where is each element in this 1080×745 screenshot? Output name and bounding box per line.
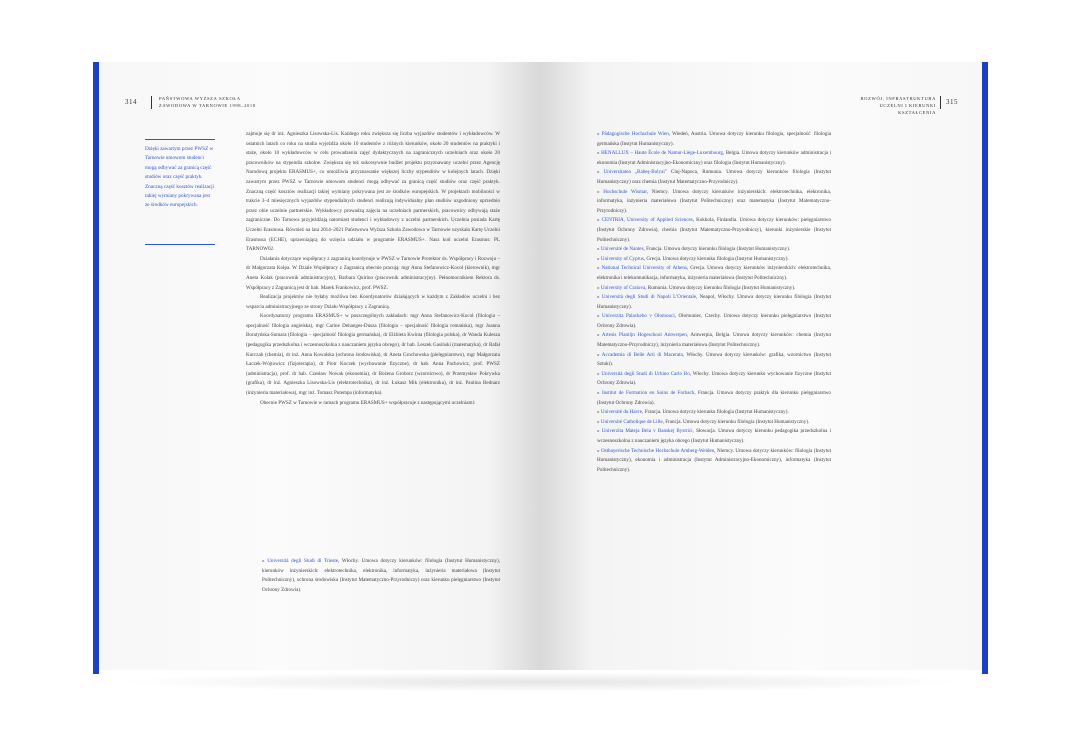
partner-name: Hochschule Wismar <box>603 188 647 195</box>
partner-name: University of Cyprus <box>600 255 644 262</box>
paragraph: Działania dotyczące współpracy z zagranicą koordynuje w PWSZ w Tarnowie Prorektor ds. Współpracy i Rozwoju – dr Małgorzata Kołpa. W Dziale Współpracy z Zagranicą obecnie pracują: mgr Anna Stefanowicz-Kocoł (kierownik), mgr Aneta Kolak (pracownik administracyjny), Barbara Quirino (pracownik administracyjny). Pełnomocnikiem Rektora ds. Współpracy z Zagranicą jest dr hab. Marek Frankowicz, prof. PWSZ. <box>246 255 500 291</box>
partner-entry: » Université Catholique de Lille, Francja. Umowa dotyczy kierunku filologia (Instytut Humanistyczny). <box>597 418 810 425</box>
right-running-head-line-2: UCZELNI I KIERUNKI KSZTAŁCENIA <box>879 103 936 115</box>
sidenote: Dzięki zawartym przez PWSZ w Tarnowie umowom studenci mogą odbywać za granicą część studiów oraz część praktyk. Znaczną część kosztów realizacji takiej wymiany pokrywana jest ze środków europejskich. <box>145 146 214 209</box>
partner-details: , Wiedeń, Austria. Umowa dotyczy kierunku filologia, specjalność: filologia germańska (Instytut Humanistyczny). <box>597 131 831 147</box>
partner-name: Université du Havre <box>600 409 643 416</box>
partner-name: CENTRIA, University of Applied Sciences <box>601 217 693 224</box>
partner-details: , Niemcy. Umowa dotyczy kierunków inżynierskich: elektrotechnika, elektronika, informatyka, inżynieria materiałowa (Instytut Politechniczny) oraz matematyka (Instytut Matematyczno-Przyrodniczy). <box>597 188 831 214</box>
partner-details: , Francja. Umowa dotyczy praktyk dla kierunku pielęgniarstwo (Instytut Ochrony Zdrowia). <box>597 390 831 406</box>
partner-entry: » Artesis Plantijn Hogeschool Antwerpen, Antwerpia, Belgia. Umowa dotyczy kierunków: chemia (Instytut Matematyczno-Przyrodniczy), inżynieria materiałowa (Instytut Politechniczny). <box>597 332 831 349</box>
partner-name: Accademia di Belle Arti di Macerata <box>601 351 683 358</box>
book-shadow <box>110 672 970 692</box>
paragraph: Realizacja projektów nie byłaby możliwa bez Koordynatorów działających w każdym z Zakładów uczelni i bez wsparcia administracyjnego ze strony Działu Współpracy z Zagranicą. <box>246 294 500 310</box>
right-header-divider <box>940 96 941 109</box>
partner-entry: » Università degli Studi di Napoli L'Orientale, Neapol, Włochy. Umowa dotyczy kierunku filologia (Instytut Humanistyczny). <box>597 294 831 310</box>
partner-name: Université de Nantes <box>600 246 644 253</box>
partner-details: , Niemcy. Umowa dotyczy kierunków: filologia (Instytut Humanistyczny), ekonomia i administracja (Instytut Administracyjno-Ekonomiczny), informatyka (Instytut Politechniczny). <box>597 447 831 473</box>
left-body-text <box>246 130 500 408</box>
partner-details: , Włochy. Umowa dotyczy kierunków: grafika, wzornictwo (Instytut Sztuki). <box>597 351 831 368</box>
partner-name: Université Catholique de Lille <box>600 418 663 425</box>
partner-details: , Francja. Umowa dotyczy kierunku filologia (Instytut Humanistyczny). <box>642 409 789 416</box>
partner-details: , Grecja. Umowa dotyczy kierunku filologia (Instytut Humanistyczny). <box>643 255 789 262</box>
partner-entry: » Univerzita Mateja Bela v Banskej Bystrici, Słowacja. Umowa dotyczy kierunku pedagogika przedszkolna i wczesnoszkolna z nauczaniem języka obcego (Instytut Humanistyczny). <box>597 428 831 444</box>
partner-entry: » Hochschule Wismar, Niemcy. Umowa dotyczy kierunków inżynierskich: elektrotechnika, elektronika, informatyka, inżynieria materiałowa (Instytut Politechniczny) oraz matematyka (Instytut Matematyczno-Przyrodniczy). <box>597 188 831 214</box>
paragraph: zajmuje się dr inż. Agnieszka Lisowska-Lis. Każdego roku zwiększa się liczba wyjazdów studentów i wykładowców. W ostatnich latach co roku na studia wyjeżdża około 10 studentów z różnych kierunków, około 20 studentów na praktyki i staże, około 10 wykładowców w celu prowadzenia zajęć dydaktycznych na zagranicznych uczelniach oraz około 20 pracowników na stypendia szkolne. Zwiększa się też sukcesywnie budżet projektu przyznawany uczelni przez Agencję Narodową projektu ERASMUS+, co umożliwia przyznawanie większej liczby stypendiów w kolejnych latach. Dzięki zawartym przez PWSZ w Tarnowie umowom studenci mogą odbywać za granicą część studiów oraz część praktyk. Znaczną część kosztów realizacji takiej wymiany pokrywana jest ze środków europejskich. W projektach mobilności w trakcie 3–4 miesięcznych wyjazdów stypendialnych studenci realizują indywidualny plan studiów uzgodniony uprzednio przez obie uczelnie partnerskie. Wykładowcy prowadzą zajęcia na uczelniach partnerskich, pracownicy odbywają staże zagraniczne. Do Tarnowa przyjeżdżają natomiast studenci i wykładowcy z uczelni partnerskich. Uczelnia posiada Kartę Uczelni Erasmusa. Również na lata 2014–2021 Państwowa Wyższa Szkoła Zawodowa w Tarnowie uzyskała Kartę Uczelni Erasmusa (ECHE), uprawniającą do wzięcia udziału w programie ERASMUS+. Nasz kod uczelni Erasmus: PL TARNOW02. <box>246 131 500 253</box>
partner-details: , Włochy. Umowa dotyczy kierunku wychowanie fizyczne (Instytut Ochrony Zdrowia). <box>597 370 831 387</box>
right-running-head-line-1: ROZWÓJ, INFRASTRUKTURA <box>860 96 936 101</box>
partner-entry: » Univerzita Palackeho v Olomouci, Ołomuniec, Czechy. Umowa dotyczy kierunku pielęgniarstwo (Instytut Ochrony Zdrowia). <box>597 313 832 329</box>
partner-name: HENALLUX – Haute École de Namur-Liège-Luxembourg <box>601 150 723 157</box>
partner-name: Universitatea „Babeș-Bolyai" <box>603 169 667 176</box>
partner-name: Univerzita Mateja Bela v Banskej Bystrici <box>601 428 693 435</box>
left-running-head <box>159 95 256 109</box>
left-header-divider <box>151 96 152 109</box>
partner-name: Artesis Plantijn Hogeschool Antwerpen <box>601 332 687 339</box>
partner-entry: » Università degli Studi di Trieste, Włochy. Umowa dotyczy kierunków: filologia (Instytut Humanistyczny), kierunków inżynierskich: elektrotechnika, elektronika, informatyka, inżynieria materiałowa (Instytut Politechniczny), ochrona środowiska (Instytut Matematyczno-Przyrodniczy) oraz kierunku pielęgniarstwo (Instytut Ochrony Zdrowia). <box>262 558 501 593</box>
partner-name: Università degli Studi di Trieste <box>267 558 339 564</box>
partner-entry: » Université du Havre, Francja. Umowa dotyczy kierunku filologia (Instytut Humanistyczny). <box>597 409 789 416</box>
partner-name: National Technical University of Athens <box>601 265 687 272</box>
partner-name: Università degli Studi di Urbino Carlo Bo <box>601 370 690 377</box>
left-running-head-line-1: PAŃSTWOWA WYŻSZA SZKOŁA <box>159 96 241 101</box>
partner-details: , Włochy. Umowa dotyczy kierunków: filologia (Instytut Humanistyczny), kierunków inżynierskich: elektrotechnika, elektronika, informatyka, inżynieria materiałowa (Instytut Politechniczny), ochrona środowiska (Instytut Matematyczno-Przyrodniczy) oraz kierunku pielęgniarstwo (Instytut Ochrony Zdrowia). <box>262 558 501 593</box>
left-page-number: 314 <box>125 98 137 106</box>
partner-details: , Francja. Umowa dotyczy kierunku filologia (Instytut Humanistyczny). <box>662 418 810 425</box>
partner-entry: » University of Craiova, Rumunia. Umowa dotyczy kierunku filologia (Instytut Humanistyczny). <box>597 284 796 291</box>
paragraph: Koordynatorzy programu ERASMUS+ w poszczególnych zakładach: mgr Anna Stefanowicz-Kocoł (filologia – specjalność filologia angielska), mgr Carine Dehanges-Dusza (filologia – specjalność filologia romańska), mgr Joanna Boratyńska-Sumara (filologia – specjalność filologia germańska), dr Elżbieta Kwinta (filologia polska), dr Wanda Kulesza (pedagogika przedszkolna i wczesnoszkolna z nauczaniem języka obcego), dr hab. Leszek Gasiński (matematyka), dr Rafał Kurczab (chemia), dr inż. Anna Kowalska (ochrona środowiska), dr Aneta Grochowska (pielęgniarstwo), mgr Małgorzata Łaczek-Wójtowicz (fizjoterapia), dr Piotr Koczek (wychowanie fizyczne), dr hab. Anna Pachowicz, prof. PWSZ (administracja), prof. dr hab. Czesław Nowak (ekonomia), dr Bożena Groborz (wzornictwo), dr Przemysław Pokrywka (grafika), dr inż. Agnieszka Lisowska-Lis (elektrotechnika), dr inż. Łukasz Mik (elektronika), dr inż. Paulina Bednarz (inżynieria materiałowa), mgr inż. Tomasz Potempa (informatyka). <box>246 313 500 397</box>
partner-name: Ostbayerische Technische Hochschule Amberg-Weiden <box>600 447 715 454</box>
right-page-number: 315 <box>946 98 958 106</box>
partner-entry: » University of Cyprus, Grecja. Umowa dotyczy kierunku filologia (Instytut Humanistyczny). <box>597 255 789 262</box>
partner-name: Università degli Studi di Napoli L'Orientale <box>601 294 697 301</box>
partner-details: , Rumunia. Umowa dotyczy kierunku filologia (Instytut Humanistyczny). <box>645 284 796 291</box>
right-partner-list <box>597 130 831 475</box>
partner-entry: » Universitatea „Babeș-Bolyai" Cluj-Napoca, Rumunia. Umowa dotyczy kierunków filologia (Instytut Humanistyczny) oraz chemia (Instytut Matematyczno-Przyrodniczy). <box>597 169 831 185</box>
sidenote-top-rule <box>145 139 215 140</box>
partner-name: Pädagogische Hochschule Wien <box>601 131 669 137</box>
left-partner-list <box>262 557 500 595</box>
cover-edge-right <box>982 62 988 674</box>
partner-entry: » CENTRIA, University of Applied Sciences, Kokkola, Finlandia. Umowa dotyczy kierunków: pielęgniarstwo (Instytut Ochrony Zdrowia), chemia (Instytut Matematyczno-Przyrodniczy), kierunki inżynierskie (Instytut Politechniczny). <box>597 217 832 243</box>
partner-details: , Ołomuniec, Czechy. Umowa dotyczy kierunku pielęgniarstwo (Instytut Ochrony Zdrowia). <box>597 313 832 329</box>
partner-details: , Słowacja. Umowa dotyczy kierunku pedagogika przedszkolna i wczesnoszkolna z nauczaniem języka obcego (Instytut Humanistyczny). <box>597 428 831 444</box>
partner-entry: » Université de Nantes, Francja. Umowa dotyczy kierunku filologia (Instytut Humanistyczny). <box>597 246 791 253</box>
partner-entry: » National Technical University of Athens, Grecja. Umowa dotyczy kierunków inżynierskich: elektrotechnika, elektronika i telekomunikacja, informatyka, inżynieria materiałowa (Instytut Politechniczny). <box>597 265 831 281</box>
sidenote-bottom-rule <box>145 244 215 245</box>
left-running-head-line-2: ZAWODOWA W TARNOWIE 1998–2018 <box>159 103 256 108</box>
partner-entry: » Università degli Studi di Urbino Carlo Bo, Włochy. Umowa dotyczy kierunku wychowanie fizyczne (Instytut Ochrony Zdrowia). <box>597 370 831 387</box>
partner-name: Univerzita Palackeho v Olomouci <box>602 313 675 320</box>
partner-entry: » Ostbayerische Technische Hochschule Amberg-Weiden, Niemcy. Umowa dotyczy kierunków: filologia (Instytut Humanistyczny), ekonomia i administracja (Instytut Administracyjno-Ekonomiczny), informatyka (Instytut Politechniczny). <box>597 447 831 473</box>
partner-name: Institut de Formation en Soins de Forbach <box>601 390 695 397</box>
partner-details: , Kokkola, Finlandia. Umowa dotyczy kierunków: pielęgniarstwo (Instytut Ochrony Zdrowia), chemia (Instytut Matematyczno-Przyrodniczy), kierunki inżynierskie (Instytut Politechniczny). <box>597 217 832 243</box>
partner-details: , Antwerpia, Belgia. Umowa dotyczy kierunków: chemia (Instytut Matematyczno-Przyrodniczy), inżynieria materiałowa (Instytut Politechniczny). <box>597 332 831 349</box>
partner-entry: » Institut de Formation en Soins de Forbach, Francja. Umowa dotyczy praktyk dla kierunku pielęgniarstwo (Instytut Ochrony Zdrowia). <box>597 390 831 406</box>
partner-details: , Grecja. Umowa dotyczy kierunków inżynierskich: elektrotechnika, elektronika i telekomunikacja, informatyka, inżynieria materiałowa (Instytut Politechniczny). <box>597 265 831 281</box>
partner-details: , Belgia. Umowa dotyczy kierunków administracja i ekonomia (Instytut Administracyjno-Ekonomiczny) oraz filologia (Instytut Humanistyczny). <box>597 150 831 166</box>
partner-entry: » HENALLUX – Haute École de Namur-Liège-Luxembourg, Belgia. Umowa dotyczy kierunków administracja i ekonomia (Instytut Administracyjno-Ekonomiczny) oraz filologia (Instytut Humanistyczny). <box>597 150 831 166</box>
paragraph: Obecnie PWSZ w Tarnowie w ramach programu ERASMUS+ współpracuje z następującymi uczelniami: <box>260 399 476 406</box>
partner-name: University of Craiova <box>600 284 646 291</box>
partner-details: Cluj-Napoca, Rumunia. Umowa dotyczy kierunków filologia (Instytut Humanistyczny) oraz chemia (Instytut Matematyczno-Przyrodniczy). <box>597 169 831 185</box>
partner-entry: » Accademia di Belle Arti di Macerata, Włochy. Umowa dotyczy kierunków: grafika, wzornictwo (Instytut Sztuki). <box>597 351 831 368</box>
partner-details: , Francja. Umowa dotyczy kierunku filologia (Instytut Humanistyczny). <box>643 246 791 253</box>
partner-details: , Neapol, Włochy. Umowa dotyczy kierunku filologia (Instytut Humanistyczny). <box>597 294 831 310</box>
right-running-head <box>852 95 936 116</box>
partner-entry: » Pädagogische Hochschule Wien, Wiedeń, Austria. Umowa dotyczy kierunku filologia, specjalność: filologia germańska (Instytut Humanistyczny). <box>597 131 831 147</box>
